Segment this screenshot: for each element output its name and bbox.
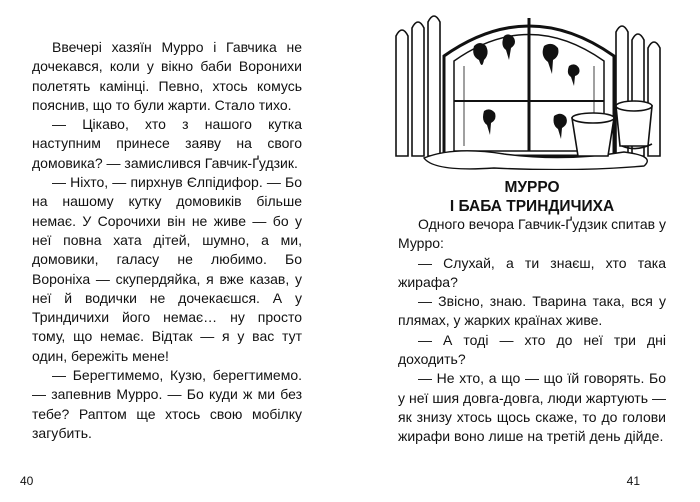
right-page	[350, 0, 700, 502]
chapter-title-line: МУРРО	[504, 179, 560, 196]
chapter-title-line: І БАБА ТРИНДИЧИХА	[449, 198, 615, 215]
paragraph: Одного вечора Гавчик-Ґудзик спитав у Мурро:	[398, 216, 666, 252]
right-page-text	[398, 215, 666, 447]
left-page-text	[32, 38, 302, 443]
paragraph: Ввечері хазяїн Мурро і Гавчика не дочекався, коли у вікно баби Воронихи полетять камінці. Певно, хтось комусь пояснив, що то були жарти. Стало тихо.	[32, 39, 302, 113]
paragraph: — Звісно, знаю. Тварина така, вся у плямах, у жарких країнах живе.	[398, 293, 666, 329]
illustration-window-buckets	[394, 6, 666, 170]
paragraph: — Ніхто, — пирхнув Єлпідифор. — Бо на нашому кутку домовиків більше немає. У Сорочихи він не живе — бо у неї повна хата дітей, шумно, а ми, домовики, галасу не любимо. Бо Вороніха — скупердяйка, я вже казав, у неї й водички не дочекаєшся. А у Триндичихи його немає… ну просто тому, що немає. Відтак — я у вас тут один, бережіть мене!	[32, 174, 302, 364]
paragraph: — Слухай, а ти знаєш, хто така жирафа?	[398, 254, 666, 290]
paragraph: — А тоді — хто до неї три дні доходить?	[398, 331, 666, 368]
paragraph: — Цікаво, хто з нашого кутка наступним принесе заяву на свого домовика? — замислився Гавчик-Ґудзик.	[32, 116, 302, 171]
page-number-right: 41	[626, 474, 640, 488]
page-number-left: 40	[20, 474, 34, 488]
paragraph: — Не хто, а що — що їй говорять. Бо у неї шия довга-довга, люди жартують — як знизу хтось щось скаже, то до голови жирафи воно лише на третій день дійде.	[398, 370, 666, 445]
chapter-title	[398, 178, 666, 216]
paragraph: — Берегтимемо, Кузю, берегтимемо. — запевнив Мурро. — Бо куди ж ми без тебе? Раптом ще хтось свою мобілку загубить.	[32, 367, 302, 441]
